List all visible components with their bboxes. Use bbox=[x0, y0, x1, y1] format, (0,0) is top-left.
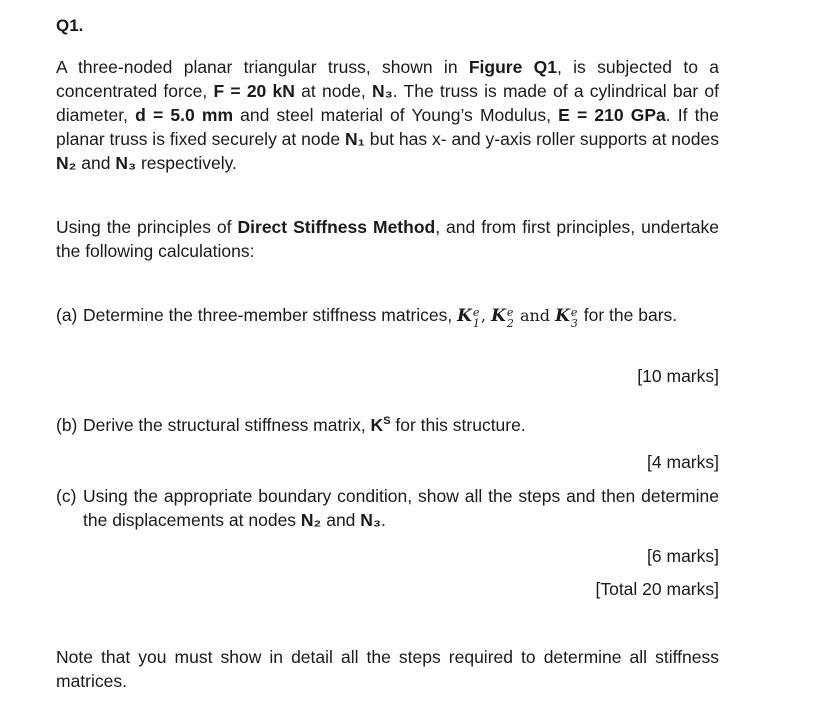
part-b-text bbox=[83, 413, 719, 437]
intro-text: at node, bbox=[294, 81, 373, 101]
force-value: F = 20 kN bbox=[213, 81, 295, 101]
part-c-label: (c) bbox=[56, 486, 77, 506]
figure-reference: Figure Q1 bbox=[468, 57, 557, 77]
total-marks: [Total 20 marks] bbox=[595, 579, 719, 599]
intro-text: A three-noded planar triangular truss, shown in bbox=[56, 57, 469, 77]
intro-text: but has x- and y-axis roller supports at nodes bbox=[364, 129, 719, 149]
note-paragraph: Note that you must show in detail all the steps required to determine all stiffness matrices. bbox=[56, 647, 719, 691]
node-n2: N₂ bbox=[56, 153, 77, 173]
node-n2: N₂ bbox=[300, 510, 322, 530]
part-b bbox=[56, 413, 719, 437]
part-c bbox=[56, 484, 719, 532]
part-c-text bbox=[83, 484, 719, 532]
node-n3: N₃ bbox=[360, 510, 382, 530]
part-c-marks: [6 marks] bbox=[647, 546, 719, 566]
part-a-text bbox=[83, 303, 719, 328]
intro-text: and bbox=[76, 153, 116, 173]
method-text: , and from first principles, undertake the following calculations: bbox=[56, 217, 719, 261]
node-n1: N₁ bbox=[344, 129, 365, 149]
part-c-and: and bbox=[321, 510, 361, 530]
node-n3: N₃ bbox=[372, 81, 393, 101]
intro-paragraph bbox=[56, 55, 719, 175]
intro-text: and steel material of Young’s Modulus, bbox=[233, 105, 559, 125]
part-a-marks: [10 marks] bbox=[637, 366, 719, 386]
part-a-label: (a) bbox=[56, 305, 78, 325]
diameter-value: d = 5.0 mm bbox=[135, 105, 233, 125]
part-b-label: (b) bbox=[56, 415, 78, 435]
method-name: Direct Stiffness Method bbox=[237, 217, 436, 237]
modulus-value: E = 210 GPa bbox=[558, 105, 666, 125]
part-b-prompt: Derive the structural stiffness matrix, bbox=[83, 415, 371, 435]
method-paragraph bbox=[56, 215, 719, 263]
intro-text: , is subjected to a concentrated force, bbox=[56, 57, 719, 101]
intro-text: . The truss is made of a cylindrical bar of diameter, bbox=[56, 81, 719, 125]
part-a-suffix: for the bars. bbox=[578, 305, 678, 325]
part-b-suffix: for this structure. bbox=[390, 415, 526, 435]
k1-symbol: K e 1 bbox=[457, 306, 480, 330]
k2-symbol: K e 2 bbox=[491, 306, 514, 330]
question-number: Q1. bbox=[56, 16, 84, 35]
comma: , bbox=[480, 306, 492, 325]
part-b-marks: [4 marks] bbox=[647, 452, 719, 472]
method-text: Using the principles of bbox=[56, 217, 238, 237]
part-a bbox=[56, 303, 719, 328]
intro-text: . If the planar truss is fixed securely at node bbox=[56, 105, 719, 149]
ks-symbol: $K^S$ bbox=[370, 415, 391, 435]
intro-text: respectively. bbox=[136, 153, 237, 173]
part-c-prompt: Using the appropriate boundary condition, show all the steps and then determine the displacements at nodes bbox=[83, 486, 719, 530]
k3-symbol: K e 3 bbox=[555, 306, 578, 330]
and-word: and bbox=[514, 306, 556, 325]
part-c-suffix: . bbox=[381, 510, 386, 530]
node-n3: N₃ bbox=[115, 153, 137, 173]
part-a-prompt: Determine the three-member stiffness matrices, bbox=[83, 305, 458, 325]
